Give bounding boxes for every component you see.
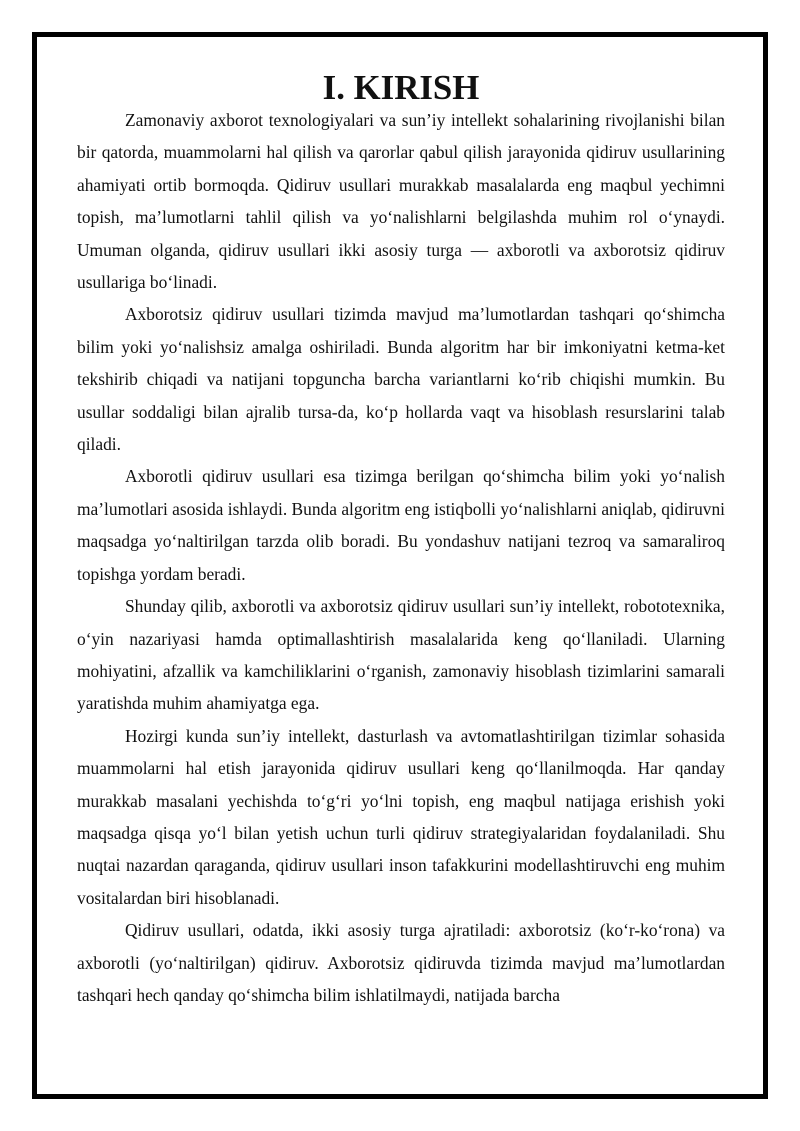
paragraph-5: Hozirgi kunda sun’iy intellekt, dasturlash va avtomatlashtirilgan tizimlar sohasida muammolarni hal etish jarayonida qidiruv usullari keng qo‘llanilmoqda. Har qanday murakkab masalani yechishda to‘g‘ri yo‘lni topish, eng maqbul natijaga erishish yoki maqsadga qisqa yo‘l bilan yetish uchun turli qidiruv strategiyalaridan foydalaniladi. Shu nuqtai nazardan qaraganda, qidiruv usullari inson tafakkurini modellashtiruvchi eng muhim vositalardan biri hisoblanadi. [77, 725, 725, 908]
paragraph-1: Zamonaviy axborot texnologiyalari va sun’iy intellekt sohalarining rivojlanishi bilan bir qatorda, muammolarni hal qilish va qarorlar qabul qilish jarayonida qidiruv usullarining ahamiyati ortib bormoqda. Qidiruv usullari murakkab masalalarda eng maqbul yechimni topish, ma’lumotlarni tahlil qilish va yo‘nalishlarni belgilashda muhim rol o‘ynaydi. Umuman olganda, qidiruv usullari ikki asosiy turga — axborotli va axborotsiz qidiruv usullariga bo‘linadi. [77, 110, 725, 293]
paragraph-2: Axborotsiz qidiruv usullari tizimda mavjud ma’lumotlardan tashqari qo‘shimcha bilim yoki yo‘nalishsiz amalga oshiriladi. Bunda algoritm har bir imkoniyatni ketma-ket tekshirib chiqadi va natijani topguncha barcha variantlarni ko‘rib chiqishi mumkin. Bu usullar soddaligi bilan ajralib tursa-da, ko‘p hollarda vaqt va hisoblash resurslarini talab qiladi. [77, 304, 725, 455]
paragraph-6: Qidiruv usullari, odatda, ikki asosiy turga ajratiladi: axborotsiz (ko‘r-ko‘rona) va axborotli (yo‘naltirilgan) qidiruv. Axborotsiz qidiruvda tizimda mavjud ma’lumotlardan tashqari hech qanday qo‘shimcha bilim ishlatilmaydi, natijada barcha [77, 920, 725, 1005]
paragraph-3: Axborotli qidiruv usullari esa tizimga berilgan qo‘shimcha bilim yoki yo‘nalish ma’lumotlari asosida ishlaydi. Bunda algoritm eng istiqbolli yo‘nalishlarni aniqlab, qidiruvni maqsadga yo‘naltirilgan tarzda olib boradi. Bu yondashuv natijani tezroq va samaraliroq topishga yordam beradi. [77, 466, 725, 584]
document-body [77, 68, 725, 1011]
section-heading: I. KIRISH [322, 68, 480, 107]
paragraph-4: Shunday qilib, axborotli va axborotsiz qidiruv usullari sun’iy intellekt, robototexnika, o‘yin nazariyasi hamda optimallashtirish masalalarida keng qo‘llaniladi. Ularning mohiyatini, afzallik va kamchiliklarini o‘rganish, zamonaviy hisoblash tizimlarini samarali yaratishda muhim ahamiyatga ega. [77, 596, 725, 714]
